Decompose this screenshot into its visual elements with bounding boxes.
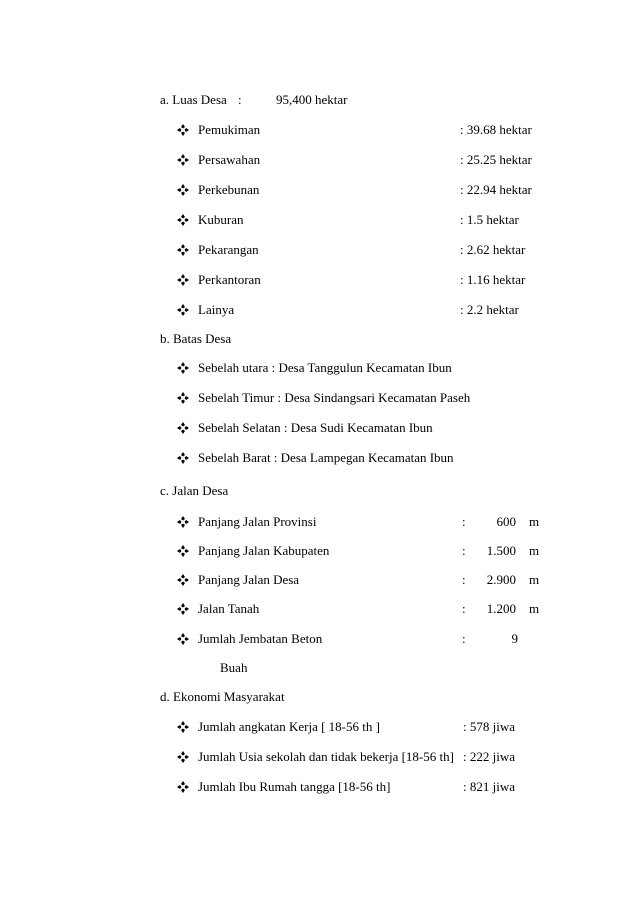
section-d-heading: d. Ekonomi Masyarakat xyxy=(160,689,285,704)
road-unit: m xyxy=(529,543,540,558)
land-use-label: Lainya xyxy=(198,302,235,317)
diamond-bullet-icon xyxy=(177,514,191,530)
diamond-bullet-icon xyxy=(177,749,191,765)
road-colon: : xyxy=(462,572,466,587)
diamond-bullet-icon xyxy=(177,302,191,318)
diamond-bullet-icon xyxy=(177,572,191,588)
road-label: Panjang Jalan Desa xyxy=(198,572,300,587)
diamond-bullet-icon xyxy=(177,182,191,198)
diamond-bullet-icon xyxy=(177,719,191,735)
economy-label: Jumlah Ibu Rumah tangga [18-56 th] xyxy=(198,779,391,794)
road-label: Panjang Jalan Provinsi xyxy=(198,514,317,529)
road-unit: m xyxy=(529,514,540,529)
land-use-value: : 1.5 hektar xyxy=(460,212,519,227)
boundary-item: Sebelah Selatan : Desa Sudi Kecamatan Ibun xyxy=(198,420,433,435)
road-value: 9 xyxy=(511,631,518,646)
diamond-bullet-icon xyxy=(177,543,191,559)
diamond-bullet-icon xyxy=(177,390,191,406)
land-use-value: : 2.62 hektar xyxy=(460,242,526,257)
road-label: Jumlah Jembatan Beton xyxy=(198,631,323,646)
section-a-heading xyxy=(160,92,227,108)
road-unit: m xyxy=(529,601,540,616)
diamond-bullet-icon xyxy=(177,242,191,258)
economy-value: : 222 jiwa xyxy=(463,749,515,764)
road-value: 1.500 xyxy=(486,543,516,558)
economy-value: : 578 jiwa xyxy=(463,719,515,734)
section-a-value: 95,400 hektar xyxy=(276,92,348,107)
section-a-label: a. Luas Desa xyxy=(160,92,227,107)
road-colon: : xyxy=(462,631,466,646)
section-b-heading: b. Batas Desa xyxy=(160,331,232,346)
diamond-bullet-icon xyxy=(177,152,191,168)
buah-label: Buah xyxy=(220,660,248,675)
economy-value: : 821 jiwa xyxy=(463,779,515,794)
road-colon: : xyxy=(462,543,466,558)
road-value: 1.200 xyxy=(486,601,516,616)
land-use-value: : 1.16 hektar xyxy=(460,272,526,287)
land-use-label: Perkantoran xyxy=(198,272,261,287)
economy-label: Jumlah angkatan Kerja [ 18-56 th ] xyxy=(198,719,380,734)
road-label: Jalan Tanah xyxy=(198,601,260,616)
diamond-bullet-icon xyxy=(177,631,191,647)
diamond-bullet-icon xyxy=(177,601,191,617)
section-a-colon: : xyxy=(238,92,242,107)
land-use-label: Pemukiman xyxy=(198,122,261,137)
diamond-bullet-icon xyxy=(177,779,191,795)
diamond-bullet-icon xyxy=(177,212,191,228)
road-colon: : xyxy=(462,514,466,529)
land-use-label: Pekarangan xyxy=(198,242,259,257)
boundary-item: Sebelah utara : Desa Tanggulun Kecamatan Ibun xyxy=(198,360,452,375)
section-c-heading: c. Jalan Desa xyxy=(160,483,229,498)
land-use-label: Perkebunan xyxy=(198,182,260,197)
diamond-bullet-icon xyxy=(177,272,191,288)
land-use-value: : 2.2 hektar xyxy=(460,302,519,317)
boundary-item: Sebelah Barat : Desa Lampegan Kecamatan Ibun xyxy=(198,450,454,465)
diamond-bullet-icon xyxy=(177,420,191,436)
boundary-item: Sebelah Timur : Desa Sindangsari Kecamatan Paseh xyxy=(198,390,471,405)
economy-label: Jumlah Usia sekolah dan tidak bekerja [18-56 th] xyxy=(198,749,454,764)
road-label: Panjang Jalan Kabupaten xyxy=(198,543,330,558)
road-unit: m xyxy=(529,572,540,587)
land-use-label: Kuburan xyxy=(198,212,244,227)
land-use-value: : 22.94 hektar xyxy=(460,182,532,197)
diamond-bullet-icon xyxy=(177,360,191,376)
road-colon: : xyxy=(462,601,466,616)
diamond-bullet-icon xyxy=(177,122,191,138)
road-value: 600 xyxy=(496,514,516,529)
land-use-value: : 39.68 hektar xyxy=(460,122,532,137)
land-use-label: Persawahan xyxy=(198,152,261,167)
diamond-bullet-icon xyxy=(177,450,191,466)
land-use-value: : 25.25 hektar xyxy=(460,152,532,167)
road-value: 2.900 xyxy=(486,572,516,587)
